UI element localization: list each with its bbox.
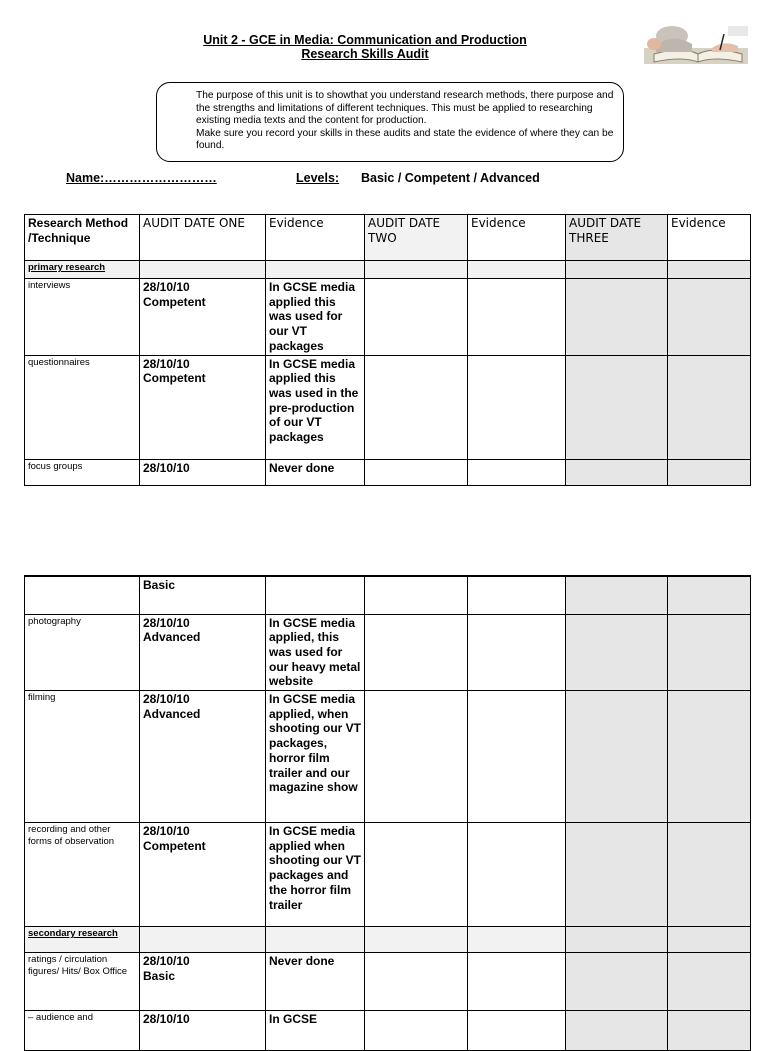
audit-two-cell <box>365 614 468 691</box>
levels-value: Basic / Competent / Advanced <box>361 171 540 185</box>
evidence-one-cell-text: Never done <box>269 954 335 969</box>
evidence-one-cell-text: In GCSE media applied, this was used for our heavy metal website <box>269 615 361 689</box>
col-header-evidence-two: Evidence <box>468 215 566 261</box>
evidence-one-cell <box>266 614 365 691</box>
audit-one-cell-text: 28/10/10 <box>143 460 190 475</box>
person-reading-book-photo <box>642 24 750 68</box>
audit-one-cell-text: 28/10/10 Basic <box>143 954 190 983</box>
evidence-one-cell <box>266 576 365 614</box>
audit-three-cell <box>566 355 668 459</box>
evidence-two-cell <box>468 823 566 927</box>
document-subtitle: Research Skills Audit <box>301 47 429 61</box>
levels-label: Levels: <box>296 171 340 185</box>
table-row <box>25 459 751 485</box>
evidence-three-cell <box>668 261 751 279</box>
evidence-two-cell <box>468 261 566 279</box>
evidence-one-cell-text: In GCSE media applied when shooting our VT packages and the horror film trailer <box>269 824 361 912</box>
evidence-three-cell <box>668 691 751 823</box>
table-row <box>25 927 751 953</box>
audit-two-cell <box>365 1011 468 1051</box>
table-row <box>25 576 751 614</box>
evidence-three-cell <box>668 279 751 356</box>
audit-one-cell <box>140 355 266 459</box>
table-row <box>25 355 751 459</box>
purpose-text: The purpose of this unit is to showthat you understand research methods, there purpose and the strengths and limitations of different techniques. This must be applied to researching existing media texts and the content for production. Make sure you record your skills in these audits and state the evidence of where they can be found. <box>196 90 614 152</box>
evidence-one-cell-text: Never done <box>269 460 335 475</box>
evidence-three-cell <box>668 576 751 614</box>
method-cell <box>25 823 140 927</box>
audit-two-cell <box>365 355 468 459</box>
evidence-two-cell <box>468 927 566 953</box>
audit-three-cell <box>566 459 668 485</box>
audit-one-cell <box>140 823 266 927</box>
evidence-one-cell-text: In GCSE media applied this was used for our VT packages <box>269 280 356 353</box>
evidence-three-cell <box>668 1011 751 1051</box>
audit-one-cell <box>140 576 266 614</box>
method-cell <box>25 576 140 614</box>
evidence-three-cell <box>668 614 751 691</box>
audit-three-cell <box>566 927 668 953</box>
method-cell-text: focus groups <box>28 460 83 472</box>
evidence-three-cell <box>668 355 751 459</box>
audit-three-cell <box>566 261 668 279</box>
evidence-one-cell <box>266 1011 365 1051</box>
evidence-one-cell <box>266 953 365 1011</box>
audit-one-cell-text: 28/10/10 Advanced <box>143 615 201 645</box>
method-cell <box>25 953 140 1011</box>
evidence-two-cell <box>468 279 566 356</box>
audit-three-cell <box>566 614 668 691</box>
evidence-two-cell <box>468 614 566 691</box>
audit-one-cell-text: Basic <box>143 578 176 592</box>
audit-one-cell <box>140 614 266 691</box>
method-cell <box>25 279 140 356</box>
evidence-three-cell <box>668 823 751 927</box>
audit-three-cell <box>566 823 668 927</box>
audit-table-primary <box>24 214 751 486</box>
method-cell-text: primary research <box>28 262 106 273</box>
method-cell-text: secondary research <box>28 928 118 940</box>
col-header-evidence-three: Evidence <box>668 215 751 261</box>
table-row <box>25 1011 751 1051</box>
evidence-one-cell <box>266 355 365 459</box>
col-header-audit-three: AUDIT DATE THREE <box>566 215 668 261</box>
document-title: Unit 2 - GCE in Media: Communication and Production <box>203 33 527 47</box>
audit-two-cell <box>365 459 468 485</box>
method-cell-text: photography <box>28 615 81 627</box>
evidence-one-cell-text: In GCSE media applied, when shooting our VT packages, horror film trailer and our magazine show <box>269 692 361 795</box>
col-header-method: Research Method /Technique <box>25 215 140 261</box>
col-header-audit-one: AUDIT DATE ONE <box>140 215 266 261</box>
evidence-one-cell <box>266 691 365 823</box>
audit-table-secondary <box>24 575 751 1051</box>
evidence-three-cell <box>668 953 751 1011</box>
audit-one-cell <box>140 691 266 823</box>
method-cell <box>25 1011 140 1051</box>
method-cell <box>25 614 140 691</box>
method-cell-text: recording and other forms of observation <box>28 824 115 847</box>
audit-three-cell <box>566 953 668 1011</box>
table-row <box>25 953 751 1011</box>
method-cell-text: questionnaires <box>28 356 90 368</box>
audit-one-cell <box>140 459 266 485</box>
evidence-two-cell <box>468 355 566 459</box>
col-header-audit-two: AUDIT DATE TWO <box>365 215 468 261</box>
method-cell <box>25 355 140 459</box>
table-row <box>25 261 751 279</box>
evidence-one-cell <box>266 279 365 356</box>
evidence-three-cell <box>668 459 751 485</box>
col-header-evidence-one: Evidence <box>266 215 365 261</box>
audit-two-cell <box>365 953 468 1011</box>
audit-one-cell-text: 28/10/10 <box>143 1012 190 1027</box>
method-cell-text: filming <box>28 692 56 704</box>
table-header-row <box>25 215 751 261</box>
table-row <box>25 691 751 823</box>
evidence-one-cell-text: In GCSE media applied this was used in the pre-production of our VT packages <box>269 356 359 445</box>
table-row <box>25 614 751 691</box>
audit-two-cell <box>365 261 468 279</box>
evidence-one-cell <box>266 927 365 953</box>
evidence-two-cell <box>468 1011 566 1051</box>
audit-one-cell-text: 28/10/10 Competent <box>143 824 206 853</box>
audit-one-cell-text: 28/10/10 Competent <box>143 356 206 386</box>
method-cell <box>25 927 140 953</box>
evidence-three-cell <box>668 927 751 953</box>
audit-two-cell <box>365 691 468 823</box>
audit-one-cell-text: 28/10/10 Competent <box>143 280 206 309</box>
audit-two-cell <box>365 823 468 927</box>
audit-two-cell <box>365 927 468 953</box>
evidence-two-cell <box>468 576 566 614</box>
evidence-one-cell <box>266 261 365 279</box>
method-cell <box>25 691 140 823</box>
audit-one-cell <box>140 1011 266 1051</box>
audit-three-cell <box>566 1011 668 1051</box>
audit-one-cell <box>140 261 266 279</box>
audit-one-cell <box>140 927 266 953</box>
method-cell-text: interviews <box>28 280 71 291</box>
evidence-one-cell <box>266 459 365 485</box>
method-cell <box>25 459 140 485</box>
method-cell <box>25 261 140 279</box>
evidence-two-cell <box>468 691 566 823</box>
table-row <box>25 279 751 356</box>
audit-one-cell-text: 28/10/10 Advanced <box>143 692 201 721</box>
evidence-two-cell <box>468 459 566 485</box>
method-cell-text: ratings / circulation figures/ Hits/ Box Office <box>28 954 128 977</box>
audit-two-cell <box>365 279 468 356</box>
method-cell-text: – audience and <box>28 1012 93 1024</box>
audit-one-cell <box>140 953 266 1011</box>
name-label: Name:……………………… <box>66 171 217 185</box>
audit-one-cell <box>140 279 266 356</box>
table-row <box>25 823 751 927</box>
evidence-two-cell <box>468 953 566 1011</box>
evidence-one-cell <box>266 823 365 927</box>
audit-three-cell <box>566 576 668 614</box>
audit-three-cell <box>566 279 668 356</box>
evidence-one-cell-text: In GCSE <box>269 1012 318 1027</box>
audit-three-cell <box>566 691 668 823</box>
audit-two-cell <box>365 576 468 614</box>
